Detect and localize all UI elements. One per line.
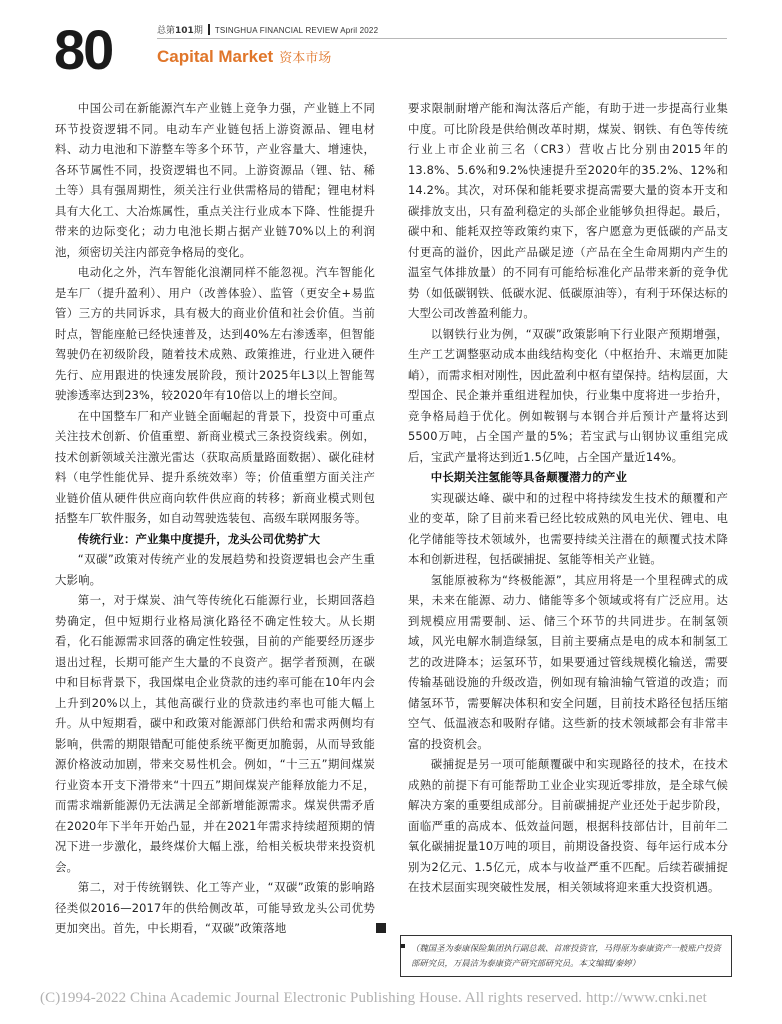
body-paragraph: 电动化之外，汽车智能化浪潮同样不能忽视。汽车智能化是车厂（提升盈利）、用户（改善体验）、监管（更安全+易监管）三方的共同诉求，具有极大的商业价值和社会价值。当前时点，智能座舱已经快速普及，达到40%左右渗透率，但智能驾驶仍在初级阶段，随着技术成熟、政策推进，行业进入硬件先行、应用跟进的快速发展阶段，预计2025年L3以上智能驾驶渗透率达到23%，较2020年有10倍以上的增长空间。: [55, 265, 375, 402]
section-title-en: Capital Market: [157, 47, 274, 66]
page-number: 80: [54, 18, 113, 81]
issue-suffix: 期: [193, 26, 203, 36]
right-column: [408, 98, 728, 898]
header-divider: [157, 38, 727, 39]
left-column: [55, 98, 375, 939]
body-paragraph: 中国公司在新能源汽车产业链上竞争力强，产业链上不同环节投资逻辑不同。电动车产业链包括上游资源品、锂电材料、动力电池和下游整车等多个环节，产业容量大、增速快，各环节属性不同，投资逻辑也不同。上游资源品（锂、钴、稀土等）具有强周期性，须关注行业供需格局的错配；锂电材料具有大化工、大冶炼属性，重点关注行业成本下降、性能提升带来的边际变化；动力电池长期占据产业链70%以上的利润池，须密切关注内部竞争格局的变化。: [55, 101, 375, 259]
end-of-article-mark: [376, 923, 386, 933]
body-paragraph: 碳捕捉是另一项可能颠覆碳中和实现路径的技术，在技术成熟的前提下有可能帮助工业企业实现近零排放，是全球气候解决方案的重要组成部分。目前碳捕捉产业还处于起步阶段，面临严重的高成本、低效益问题，根据科技部估计，目前年二氧化碳捕捉量10万吨的项目，前期设备投资、每年运行成本分别为2亿元、1.5亿元，成本与收益严重不匹配。后续若碳捕捉在技术层面实现突破性发展，相关领域将迎来重大投资机遇。: [408, 757, 728, 894]
author-note-box: [400, 935, 732, 977]
body-paragraph: 实现碳达峰、碳中和的过程中将持续发生技术的颠覆和产业的变革，除了目前来看已经比较成熟的风电光伏、锂电、电化学储能等技术领域外，也需要持续关注潜在的颠覆式技术降本和创新进程，包括碳捕捉、氢能等相关产业链。: [408, 490, 728, 566]
body-paragraph: 在中国整车厂和产业链全面崛起的背景下，投资中可重点关注技术创新、价值重塑、新商业模式三条投资线索。例如，技术创新领域关注激光雷达（获取高质量路面数据）、碳化硅材料（电学性能优异、提升系统效率）等；价值重塑方面关注产业链价值从硬件供应商向软件供应商的转移；新商业模式则包括整车厂软件服务，如自动驾驶选装包、高级车联网服务等。: [55, 408, 375, 525]
copyright-footer: (C)1994-2022 China Academic Journal Electronic Publishing House. All rights reserved. http://www.cnki.net: [40, 990, 707, 1006]
issue-line: [157, 23, 378, 36]
author-note: （魏国圣为泰康保险集团执行副总裁、首席投资官，马得原为泰康资产一般账户投资部研究员，万晨洁为泰康资产研究部研究员。本文编辑/秦婷）: [411, 943, 721, 968]
body-paragraph: 氢能原被称为“终极能源”，其应用将是一个里程碑式的成果，未来在能源、动力、储能等多个领域或将有广泛应用。达到规模应用需要制、运、储三个环节的共同进步。在制氢领域，风光电解水制造绿氢，目前主要痛点是电的成本和制氢工艺的改进降本；运氢环节，如果要通过管线规模化输送，需要传输基础设施的升级改造，例如现有输油输气管道的改造；而储氢环节，需要解决体积和安全问题，目前技术路径包括压缩空气、低温液态和吸附存储。这些新的技术领域都会有非常丰富的投资机会。: [408, 572, 728, 751]
body-paragraph: 第一，对于煤炭、油气等传统化石能源行业，长期回落趋势确定，但中短期行业格局演化路径不确定性较大。从长期看，化石能源需求回落的确定性较强，目前的产能要经历逐步退出过程，长期可能产生大量的不良资产。据学者预测，在碳中和目标背景下，我国煤电企业贷款的违约率可能在10年内会上升到20%以上，其他高碳行业的贷款违约率也可能大幅上升。从中短期看，碳中和政策对能源部门供给和需求两侧均有影响，供需的期限错配可能使系统平衡更加脆弱，从而导致能源价格波动加剧，带来交易性机会。例如，“十三五”期间煤炭行业资本开支下滑带来“十四五”期间煤炭产能释放能力不足，而需求端新能源仍无法满足全部新增能源需求。煤炭供需矛盾在2020年下半年开始凸显，并在2021年需求持续超预期的情况下进一步激化，最终煤价大幅上涨，给相关板块带来投资机会。: [55, 593, 375, 874]
body-paragraph: “双碳”政策对传统产业的发展趋势和投资逻辑也会产生重大影响。: [55, 552, 375, 587]
body-paragraph: 第二，对于传统钢铁、化工等产业，“双碳”政策的影响路径类似2016—2017年的供给侧改革，可能导致龙头公司优势更加突出。首先，中长期看，“双碳”政策落地: [55, 880, 375, 935]
section-title-cn: 资本市场: [279, 51, 332, 66]
section-title: [157, 47, 331, 67]
note-marker: [401, 944, 405, 948]
journal-name: TSINGHUA FINANCIAL REVIEW April 2022: [214, 26, 379, 35]
body-paragraph: 要求限制耐增产能和淘汰落后产能，有助于进一步提高行业集中度。可比阶段是供给侧改革时期，煤炭、钢铁、有色等传统行业上市企业前三名（CR3）营收占比分别由2015年的13.8%、5.6%和9.2%快速提升至2020年的35.2%、12%和14.2%。其次，对环保和能耗要求提高需要大量的资本开支和碳排放支出，只有盈利稳定的头部企业能够负担得起。最后，碳中和、能耗双控等政策约束下，客户愿意为更低碳的产品支付更高的溢价，因此产品碳足迹（产品在全生命周期内产生的温室气体排放量）的不同有可能给标准化产品带来新的竞争优势（如低碳钢铁、低碳水泥、低碳原油等），有利于环保达标的大型公司改善盈利能力。: [408, 101, 728, 320]
issue-prefix: 总第: [157, 26, 176, 36]
body-paragraph: 以钢铁行业为例，“双碳”政策影响下行业限产预期增强，生产工艺调整驱动成本曲线结构变化（中枢抬升、末端更加陡峭），而需求相对刚性，因此盈利中枢有望保持。结构层面，大型国企、民企兼并重组进程加快，行业集中度将进一步抬升，竞争格局趋于优化。例如鞍钢与本钢合并后预计产量将达到5500万吨，占全国产量的5%；若宝武与山钢协议重组完成后，宝武产量将达到近1.5亿吨，占全国产量近14%。: [408, 326, 728, 464]
issue-number: 101: [175, 26, 194, 36]
section-subheading: 中长期关注氢能等具备颠覆潜力的产业: [430, 470, 627, 484]
section-subheading: 传统行业：产业集中度提升，龙头公司优势扩大: [77, 531, 321, 546]
issue-separator: [208, 24, 210, 35]
